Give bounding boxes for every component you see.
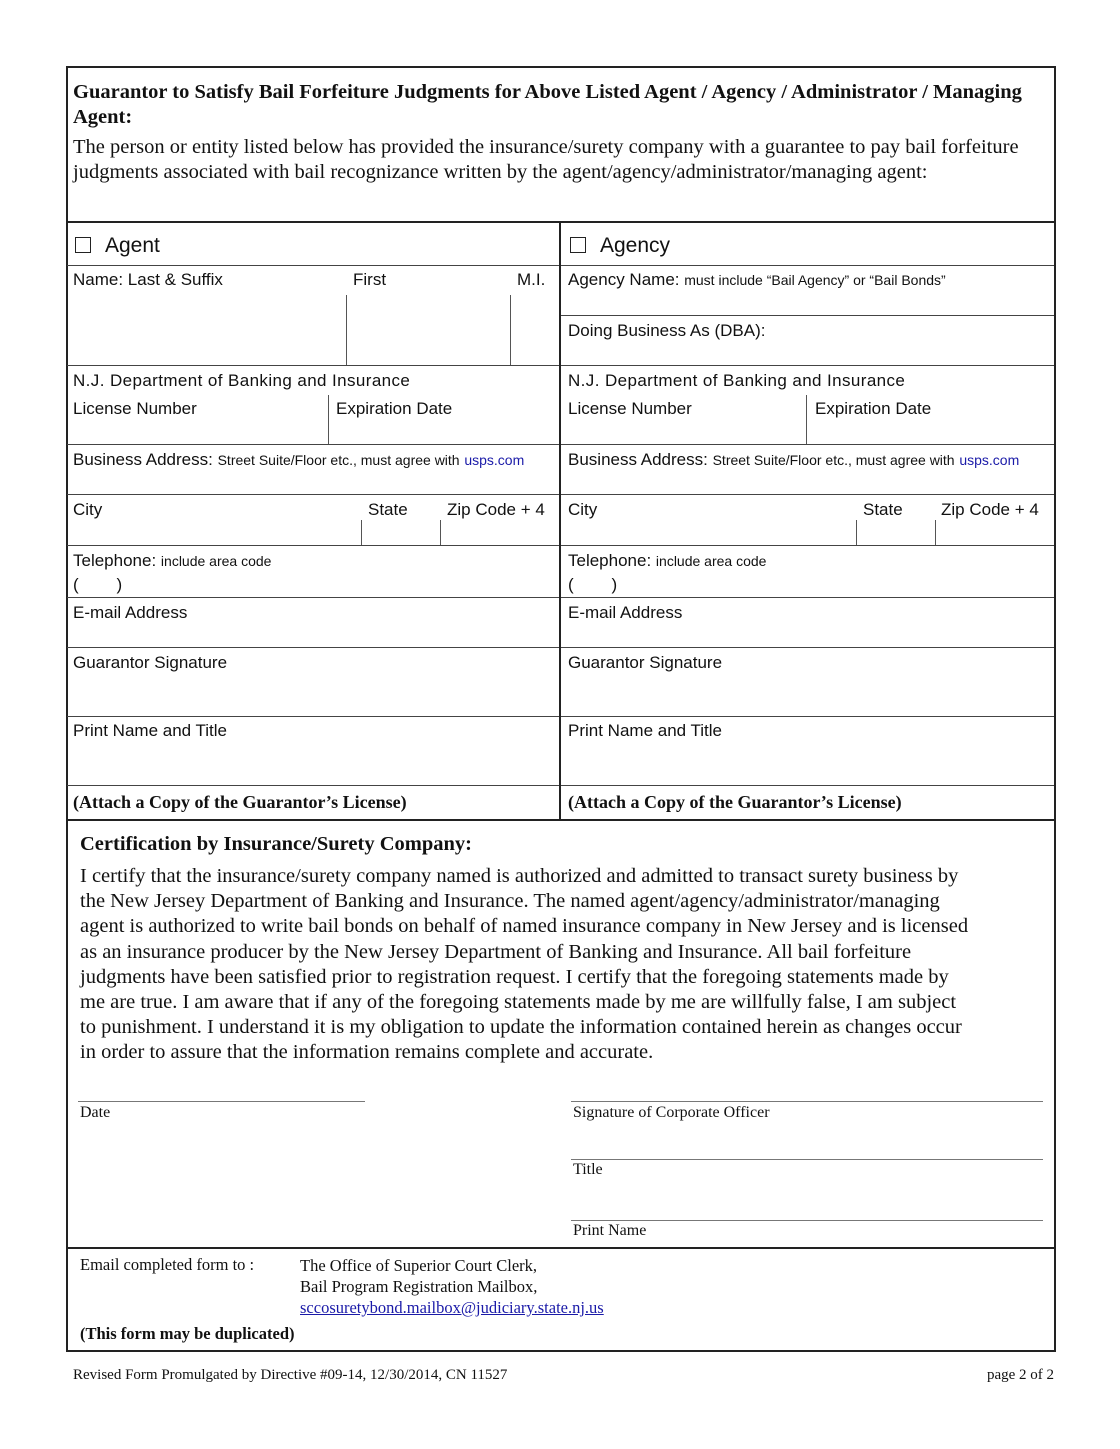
agency-city-input[interactable] <box>563 520 855 544</box>
certification-line: as an insurance producer by the New Jersey Department of Banking and Insurance. All bail forfeiture <box>80 940 912 963</box>
agent-print-name-title-label: Print Name and Title <box>73 721 228 740</box>
agency-license-number-label: License Number <box>568 399 692 418</box>
field-divider <box>856 520 857 545</box>
certification-line: in order to assure that the information remains complete and accurate. <box>80 1041 654 1064</box>
agency-telephone-input[interactable]: ( ) <box>568 575 618 594</box>
business-address-heading: Business Address: <box>568 450 708 469</box>
agent-email-input[interactable] <box>68 624 558 646</box>
title-input-line[interactable] <box>571 1159 1043 1160</box>
agent-email-label: E-mail Address <box>73 603 188 622</box>
agent-telephone-label <box>73 551 271 571</box>
agent-license-number-label: License Number <box>73 399 197 418</box>
divider <box>66 1247 1054 1249</box>
agency-city-label: City <box>568 500 598 519</box>
usps-link[interactable]: usps.com <box>959 452 1020 468</box>
certification-line: me are true. I am aware that if any of the foregoing statements made by me are willfully false, I am subject <box>80 991 957 1014</box>
agent-expiration-date-input[interactable] <box>330 420 558 443</box>
agency-checkbox-option[interactable] <box>570 234 670 258</box>
date-input-line[interactable] <box>78 1101 365 1102</box>
guarantor-section-title: Guarantor to Satisfy Bail Forfeiture Judgments for Above Listed Agent / Agency / Administrator / Managing Agent: <box>73 81 1022 128</box>
duplicate-note: (This form may be duplicated) <box>80 1324 295 1343</box>
field-divider <box>806 395 807 444</box>
field-divider <box>328 395 329 444</box>
telephone-heading: Telephone: <box>73 551 157 570</box>
agency-name-label <box>568 270 946 290</box>
certification-line: I certify that the insurance/surety company named is authorized and admitted to transact surety business by <box>80 865 959 887</box>
agent-mi-label: M.I. <box>517 270 546 289</box>
agency-state-input[interactable] <box>858 520 934 544</box>
certification-line: agent is authorized to write bail bonds on behalf of named insurance company in New Jersey and is licensed <box>80 915 969 938</box>
field-divider <box>346 295 347 365</box>
agency-name-note: must include “Bail Agency” or “Bail Bonds” <box>684 272 946 288</box>
agency-state-label: State <box>863 500 903 519</box>
agent-print-name-title-input[interactable] <box>68 743 558 784</box>
print-name-label: Print Name <box>573 1222 647 1239</box>
agent-zip-input[interactable] <box>442 520 558 544</box>
agent-checkbox[interactable] <box>75 237 91 253</box>
certification-line: to punishment. I understand it is my obligation to update the information contained herein as changes occur <box>80 1016 962 1039</box>
certification-line: the New Jersey Department of Banking and Insurance. The named agent/agency/administrator/managing <box>80 890 940 913</box>
column-divider <box>559 222 561 820</box>
date-label: Date <box>80 1104 111 1121</box>
agent-first-name-label: First <box>353 270 387 289</box>
divider <box>561 315 1054 316</box>
agent-guarantor-signature-label: Guarantor Signature <box>73 653 228 672</box>
agent-checkbox-option[interactable] <box>75 234 160 258</box>
agent-state-input[interactable] <box>363 520 439 544</box>
agency-name-heading: Agency Name: <box>568 270 680 289</box>
agency-guarantor-signature-label: Guarantor Signature <box>568 653 723 672</box>
certification-title: Certification by Insurance/Surety Company: <box>80 833 472 855</box>
agent-attach-license-note: (Attach a Copy of the Guarantor’s License) <box>73 792 407 812</box>
agent-license-number-input[interactable] <box>68 420 326 443</box>
guarantor-section-description: The person or entity listed below has provided the insurance/surety company with a guarantee to pay bail forfeiture judgments associated with bail recognizance written by the agent/agency/administrator/managing agent: <box>73 136 1019 183</box>
field-divider <box>935 520 936 545</box>
submission-email-link[interactable]: sccosuretybond.mailbox@judiciary.state.nj.us <box>300 1298 604 1317</box>
agent-city-label: City <box>73 500 103 519</box>
address-line: The Office of Superior Court Clerk, <box>300 1256 538 1275</box>
certification-line: judgments have been satisfied prior to registration request. I certify that the foregoing statements made by <box>80 965 949 988</box>
telephone-note: include area code <box>655 553 767 569</box>
agency-email-input[interactable] <box>563 624 1053 646</box>
title-label: Title <box>573 1161 603 1178</box>
corporate-officer-signature-line[interactable] <box>571 1101 1043 1102</box>
business-address-note: Street Suite/Floor etc., must agree with <box>217 452 460 468</box>
agency-dba-input[interactable] <box>563 342 1053 364</box>
agency-print-name-title-input[interactable] <box>563 743 1053 784</box>
agent-first-name-input[interactable] <box>348 295 509 363</box>
agency-telephone-label <box>568 551 766 571</box>
agent-guarantor-signature-input[interactable] <box>68 675 558 715</box>
submission-address <box>300 1255 604 1318</box>
revision-note: Revised Form Promulgated by Directive #09-14, 12/30/2014, CN 11527 <box>73 1367 508 1383</box>
email-completed-form-label: Email completed form to : <box>80 1255 255 1274</box>
agency-attach-license-note: (Attach a Copy of the Guarantor’s License) <box>568 792 902 812</box>
agent-checkbox-label: Agent <box>105 234 160 257</box>
agent-zip-label: Zip Code + 4 <box>447 500 545 519</box>
page-number: page 2 of 2 <box>986 1367 1054 1383</box>
telephone-heading: Telephone: <box>568 551 652 570</box>
agent-dobi-label: N.J. Department of Banking and Insurance <box>73 371 411 390</box>
corporate-officer-signature-label: Signature of Corporate Officer <box>573 1104 770 1121</box>
agency-email-label: E-mail Address <box>568 603 683 622</box>
usps-link[interactable]: usps.com <box>464 452 525 468</box>
agent-last-name-input[interactable] <box>68 295 345 363</box>
business-address-heading: Business Address: <box>73 450 213 469</box>
agent-last-name-label: Name: Last & Suffix <box>73 270 223 289</box>
agency-business-address-input[interactable] <box>563 472 1053 493</box>
print-name-input-line[interactable] <box>571 1220 1043 1221</box>
agent-city-input[interactable] <box>68 520 360 544</box>
agency-checkbox[interactable] <box>570 237 586 253</box>
agency-business-address-label <box>568 450 1019 470</box>
agency-zip-label: Zip Code + 4 <box>941 500 1039 519</box>
business-address-note: Street Suite/Floor etc., must agree with <box>712 452 955 468</box>
agency-license-number-input[interactable] <box>563 420 804 443</box>
agent-business-address-label <box>73 450 524 470</box>
certification-text <box>80 864 1045 1066</box>
agency-checkbox-label: Agency <box>600 234 671 257</box>
agent-mi-input[interactable] <box>512 295 558 363</box>
telephone-note: include area code <box>160 553 272 569</box>
agent-state-label: State <box>368 500 408 519</box>
address-line: Bail Program Registration Mailbox, <box>300 1277 538 1296</box>
field-divider <box>440 520 441 545</box>
agency-expiration-date-input[interactable] <box>808 420 1053 443</box>
agency-expiration-date-label: Expiration Date <box>815 399 932 418</box>
agency-print-name-title-label: Print Name and Title <box>568 721 723 740</box>
agency-zip-input[interactable] <box>937 520 1053 544</box>
agency-name-input[interactable] <box>563 292 1053 314</box>
agent-telephone-input[interactable]: ( ) <box>73 575 123 594</box>
field-divider <box>510 295 511 365</box>
field-divider <box>361 520 362 545</box>
agency-guarantor-signature-input[interactable] <box>563 675 1053 715</box>
agent-business-address-input[interactable] <box>68 472 558 493</box>
agency-dba-label: Doing Business As (DBA): <box>568 321 766 340</box>
agency-dobi-label: N.J. Department of Banking and Insurance <box>568 371 906 390</box>
agent-expiration-date-label: Expiration Date <box>336 399 453 418</box>
